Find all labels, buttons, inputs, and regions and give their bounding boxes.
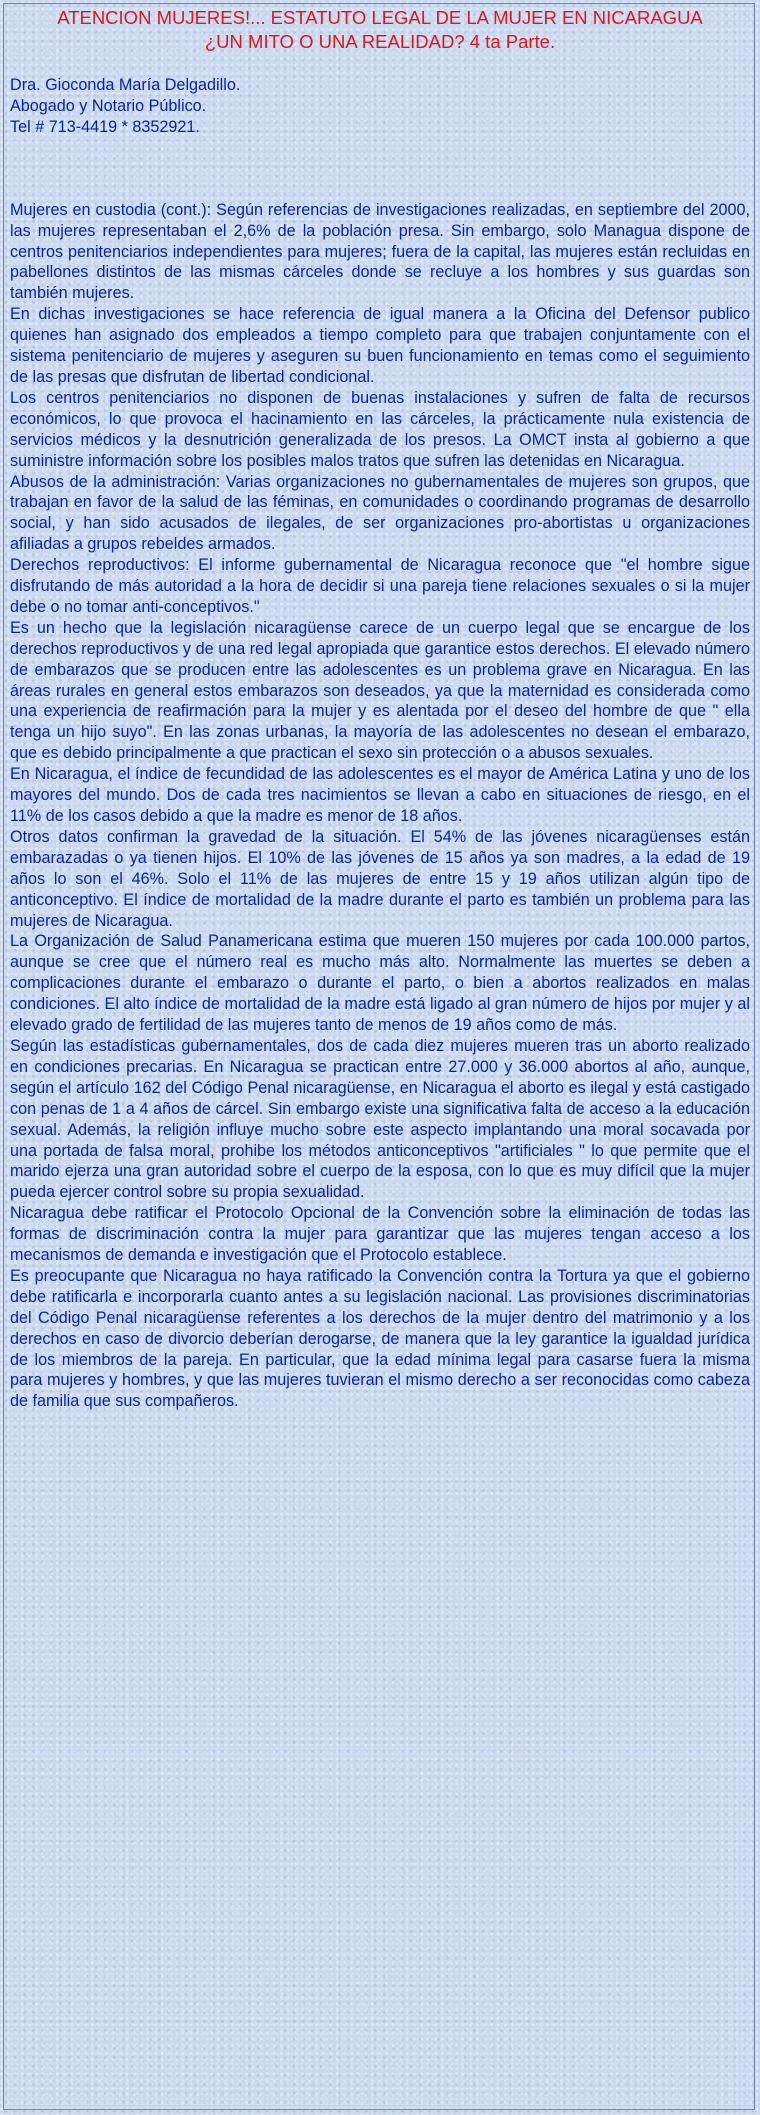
article-body bbox=[10, 200, 750, 1413]
paragraph: Los centros penitenciarios no disponen de buenas instalaciones y sufren de falta de recursos económicos, lo que provoca el hacinamiento en las cárceles, la prácticamente nula existencia de servicios médicos y la desnutrición generalizada de los presos. La OMCT insta al gobierno a que suministre información sobre los posibles malos tratos que sufren las detenidas en Nicaragua. bbox=[10, 388, 750, 470]
paragraph: En Nicaragua, el índice de fecundidad de las adolescentes es el mayor de América Latina y uno de los mayores del mundo. Dos de cada tres nacimientos se llevan a cabo en situaciones de riesgo, en el 11% de los casos debido a que la madre es menor de 18 años. bbox=[10, 765, 750, 825]
paragraph: Es preocupante que Nicaragua no haya ratificado la Convención contra la Tortura ya que el gobierno debe ratificarla e incorporarla cuanto antes a su legislación nacional. Las provisiones discriminatorias del Código Penal nicaragüense referentes a los derechos de la mujer dentro del matrimonio y a los derechos en caso de divorcio deberían derogarse, de manera que la ley garantice la igualdad jurídica de los miembros de la pareja. En particular, que la edad mínima legal para casarse fuera la misma para mujeres y hombres, y que las mujeres tuvieran el mismo derecho a ser reconocidas como cabeza de familia que sus compañeros. bbox=[10, 1266, 750, 1411]
article bbox=[10, 6, 750, 1412]
paragraph: Es un hecho que la legislación nicaragüense carece de un cuerpo legal que se encargue de los derechos reproductivos y de una red legal apropiada que garantice estos derechos. El elevado número de embarazos que se producen entre las adolescentes es un problema grave en Nicaragua. En las áreas rurales en general estos embarazos son deseados, ya que la maternidad es considerada como una experiencia de reafirmación para la mujer y es alentada por el deseo del hombre de que " ella tenga un hijo suyo". En las zonas urbanas, la mayoría de las adolescentes no desean el embarazo, que es debido principalmente a que practican el sexo sin protección o a abusos sexuales. bbox=[10, 618, 750, 763]
paragraph: En dichas investigaciones se hace referencia de igual manera a la Oficina del Defensor publico quienes han asignado dos empleados a tiempo completo para que trabajen conjuntamente con el sistema penitenciario de mujeres y aseguren su buen funcionamiento en temas como el seguimiento de las presas que disfrutan de libertad condicional. bbox=[10, 305, 750, 386]
article-title: ATENCION MUJERES!... ESTATUTO LEGAL DE LA MUJER EN NICARAGUA ¿UN MITO O UNA REALIDAD? 4 ta Parte. bbox=[57, 7, 703, 52]
author-phone: Tel # 713-4419 * 8352921. bbox=[10, 117, 200, 136]
spacer bbox=[10, 138, 750, 200]
paragraph: Abusos de la administración: Varias organizaciones no gubernamentales de mujeres son grupos, que trabajan en favor de la salud de las féminas, en comunidades o coordinando programas de desarrollo social, y han sido acusados de ilegales, de ser organizaciones pro-abortistas u organizaciones afiliadas a grupos rebeldes armados. bbox=[10, 472, 750, 554]
paragraph: Derechos reproductivos: El informe gubernamental de Nicaragua reconoce que "el hombre sigue disfrutando de más autoridad a la hora de decidir si una pareja tiene relaciones sexuales o si la mujer debe o no tomar anti-conceptivos." bbox=[10, 556, 750, 616]
author-block bbox=[10, 75, 750, 138]
author-name: Dra. Gioconda María Delgadillo. bbox=[10, 76, 241, 94]
author-profession: Abogado y Notario Público. bbox=[10, 96, 207, 115]
paragraph: Mujeres en custodia (cont.): Según referencias de investigaciones realizadas, en septiembre del 2000, las mujeres representaban el 2,6% de la población presa. Sin embargo, solo Managua dispone de centros penitenciarios independientes para mujeres; fuera de la capital, las mujeres están recluidas en pabellones distintos de las mismas cárceles donde se recluye a los hombres y sus guardas son también mujeres. bbox=[10, 200, 750, 303]
paragraph: La Organización de Salud Panamericana estima que mueren 150 mujeres por cada 100.000 partos, aunque se cree que el número real es mucho más alto. Normalmente las muertes se deben a complicaciones durante el embarazo o durante el parto, o bien a abortos realizados en malas condiciones. El alto índice de mortalidad de la madre está ligado al gran número de hijos por mujer y al elevado grado de fertilidad de las mujeres tanto de menos de 19 años como de más. bbox=[10, 932, 750, 1035]
paragraph: Otros datos confirman la gravedad de la situación. El 54% de las jóvenes nicaragüenses están embarazadas o ya tienen hijos. El 10% de las jóvenes de 15 años ya son madres, a la edad de 19 años lo son el 46%. Solo el 11% de las mujeres de entre 15 y 19 años utilizan algún tipo de anticonceptivo. El índice de mortalidad de la madre durante el parto es también un problema para las mujeres de Nicaragua. bbox=[10, 827, 750, 930]
paragraph: Según las estadísticas gubernamentales, dos de cada diez mujeres mueren tras un aborto realizado en condiciones precarias. En Nicaragua se practican entre 27.000 y 36.000 abortos al año, aunque, según el artículo 162 del Código Penal nicaragüense, en Nicaragua el aborto es ilegal y está castigado con penas de 1 a 4 años de cárcel. Sin embargo existe una significativa falta de acceso a la educación sexual. Además, la religión influye mucho sobre este aspecto implantando una moral socavada por una portada de falsa moral, prohibe los métodos anticonceptivos "artificiales " lo que permite que el marido ejerza una gran autoridad sobre el cuerpo de la esposa, con lo que es muy difícil que la mujer pueda ejercer control sobre su propia sexualidad. bbox=[10, 1036, 750, 1202]
paragraph: Nicaragua debe ratificar el Protocolo Opcional de la Convención sobre la eliminación de todas las formas de discriminación contra la mujer para garantizar que las mujeres tengan acceso a los mecanismos de demanda e investigación que el Protocolo establece. bbox=[10, 1204, 750, 1265]
